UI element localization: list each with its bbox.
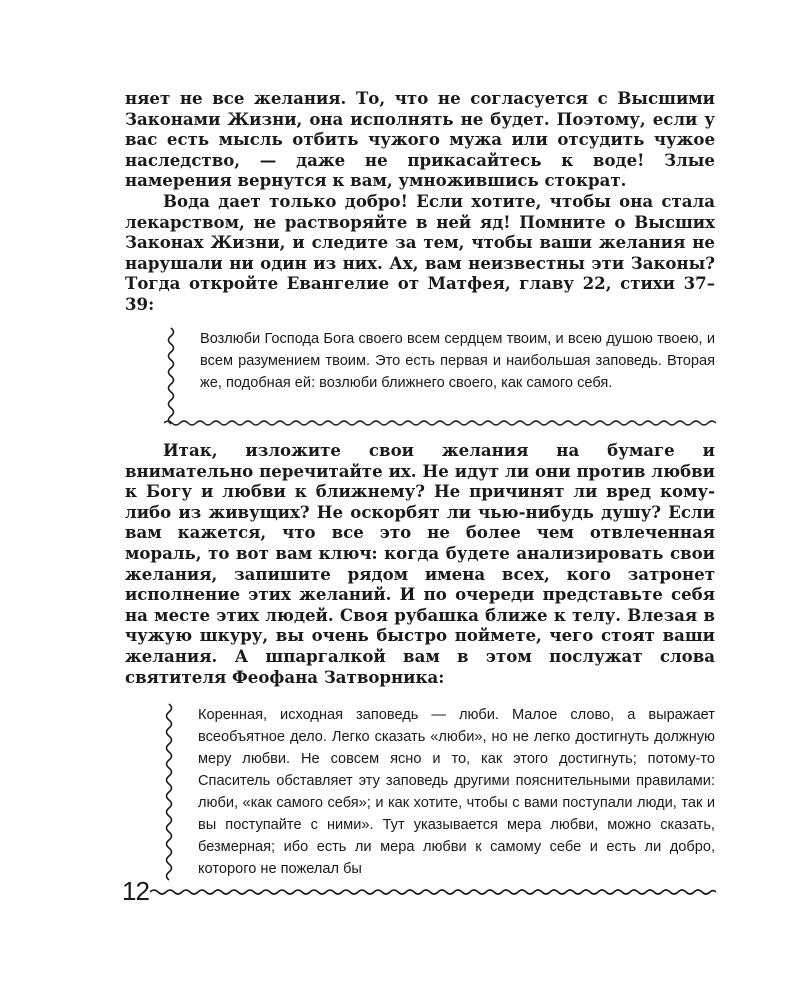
quote-gospel <box>200 328 715 394</box>
top-text-block <box>125 88 715 315</box>
footer-wavy-line-icon <box>150 886 716 898</box>
quote-feofan-text: Коренная, исходная заповедь — люби. Малое слово, а выражает всеобъятное дело. Легко сказать «люби», но не легко достигнуть должную меру любви. Не совсем ясно и то, как этого достигнуть; потому-то Спаситель обставляет эту заповедь другими пояснительными правилами: люби, «как самого себя»; и как хотите, чтобы с вами поступали люди, так и вы поступайте с ними». Тут указывается мера любви, можно сказать, безмерная; ибо есть ли мера любви к самому себе и есть ли добро, которого не пожелал бы <box>198 707 715 877</box>
paragraph-water: Вода дает только добро! Если хотите, чтобы она стала лекарством, не растворяйте в ней яд! Помните о Высших Законах Жизни, и следите за тем, чтобы ваши желания не нарушали ни один из них. Ах, вам неизвестны эти Законы? Тогда откройте Евангелие от Матфея, главу 22, стихи 37–39: <box>125 190 715 314</box>
wavy-border-icon <box>164 328 178 424</box>
page-number: 12 <box>122 876 149 906</box>
paragraph-instructions: Итак, изложите свои желания на бумаге и внимательно перечитайте их. Не идут ли они против любви к Богу и любви к ближнему? Не причинят ли вред кому-либо из живущих? Не оскорбят ли чью-нибудь душу? Если вам кажется, что все это не более чем отвлеченная мораль, то вот вам ключ: когда будете анализировать свои желания, запишите рядом имена всех, кого затронет исполнение этих желаний. И по очереди представьте себя на месте этих людей. Своя рубашка ближе к телу. Влезая в чужую шкуру, вы очень быстро поймете, чего стоят ваши желания. А шпаргалкой вам в этом послужат слова святителя Феофана Затворника: <box>125 440 715 687</box>
wavy-border-icon <box>162 704 176 880</box>
quote-feofan <box>198 704 715 880</box>
middle-text-block <box>125 440 715 687</box>
quote-bottom-wavy-line-icon <box>164 418 716 428</box>
quote-gospel-text: Возлюби Господа Бога своего всем сердцем твоим, и всею душою твоею, и всем разумением твоим. Это есть первая и наибольшая заповедь. Вторая же, подобная ей: возлюби ближнего своего, как самого себя. <box>200 331 715 391</box>
paragraph-continuation: няет не все желания. То, что не согласуется с Высшими Законами Жизни, она исполнять не будет. Поэтому, если у вас есть мысль отбить чужого мужа или отсудить чужое наследство, — даже не прикасайтесь к воде! Злые намерения вернутся к вам, умножившись стократ. <box>125 88 715 191</box>
